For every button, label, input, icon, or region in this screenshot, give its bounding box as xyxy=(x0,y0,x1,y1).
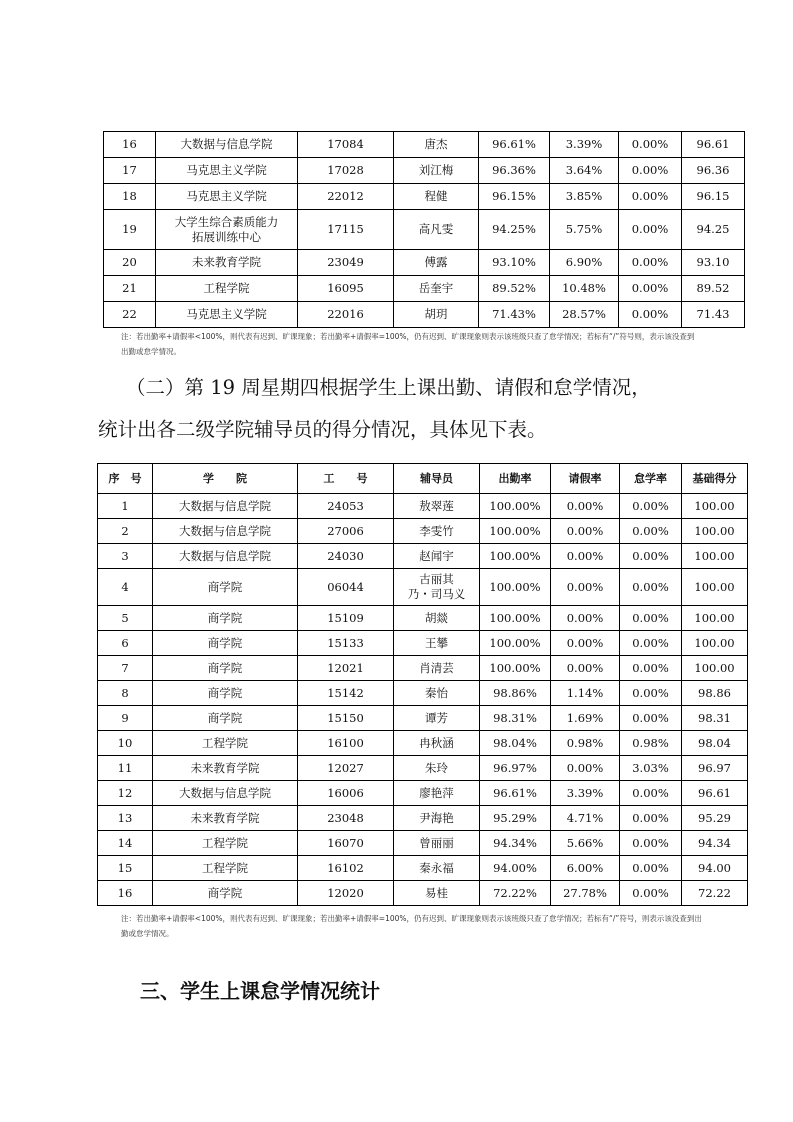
table-cell: 16102 xyxy=(298,856,394,881)
table-cell: 秦永福 xyxy=(394,856,480,881)
table-cell: 古丽其 乃・司马义 xyxy=(394,569,480,606)
table-row xyxy=(98,831,748,856)
column-header: 学 院 xyxy=(153,464,298,494)
table-cell: 6.90% xyxy=(550,250,619,276)
table-cell: 98.31 xyxy=(682,706,748,731)
table-cell: 17115 xyxy=(298,210,394,250)
table-cell: 6.00% xyxy=(551,856,620,881)
table-cell: 大数据与信息学院 xyxy=(153,781,298,806)
table-cell: 4 xyxy=(98,569,153,606)
table-cell: 谭芳 xyxy=(394,706,480,731)
table-cell: 89.52% xyxy=(479,276,550,302)
table-cell: 100.00% xyxy=(480,631,551,656)
table-cell: 0.00% xyxy=(551,756,620,781)
table-cell: 廖艳萍 xyxy=(394,781,480,806)
table-cell: 10.48% xyxy=(550,276,619,302)
table-cell: 96.97% xyxy=(480,756,551,781)
table-cell: 马克思主义学院 xyxy=(156,158,298,184)
table-cell: 商学院 xyxy=(153,656,298,681)
table-cell: 98.86% xyxy=(480,681,551,706)
table-cell: 15 xyxy=(98,856,153,881)
section-heading: 三、学生上课怠学情况统计 xyxy=(140,979,380,1003)
table-cell: 27.78% xyxy=(551,881,620,906)
table-cell: 94.00 xyxy=(682,856,748,881)
table-cell: 12021 xyxy=(298,656,394,681)
table-cell: 1.14% xyxy=(551,681,620,706)
table-cell: 9 xyxy=(98,706,153,731)
table-cell: 100.00 xyxy=(682,569,748,606)
table-cell: 0.00% xyxy=(620,881,682,906)
table-cell: 0.00% xyxy=(619,302,682,328)
table-cell: 11 xyxy=(98,756,153,781)
table-cell: 21 xyxy=(104,276,156,302)
table-cell: 易桂 xyxy=(394,881,480,906)
table-cell: 曾丽丽 xyxy=(394,831,480,856)
table-cell: 1.69% xyxy=(551,706,620,731)
table-cell: 98.04% xyxy=(480,731,551,756)
table-cell: 100.00 xyxy=(682,656,748,681)
table-row xyxy=(104,302,745,328)
table-cell: 0.98% xyxy=(620,731,682,756)
table-cell: 5 xyxy=(98,606,153,631)
table-cell: 肖清芸 xyxy=(394,656,480,681)
table-cell: 12020 xyxy=(298,881,394,906)
table-cell: 唐杰 xyxy=(394,132,479,158)
table-cell: 94.34% xyxy=(480,831,551,856)
table-cell: 100.00 xyxy=(682,519,748,544)
table-row xyxy=(98,656,748,681)
table-cell: 马克思主义学院 xyxy=(156,184,298,210)
table-cell: 100.00% xyxy=(480,569,551,606)
table-cell: 程健 xyxy=(394,184,479,210)
table-row xyxy=(98,544,748,569)
table-cell: 0.00% xyxy=(619,250,682,276)
table-cell: 商学院 xyxy=(153,606,298,631)
table-cell: 秦怡 xyxy=(394,681,480,706)
table-row xyxy=(98,731,748,756)
table-cell: 14 xyxy=(98,831,153,856)
table-row xyxy=(98,494,748,519)
table-cell: 0.00% xyxy=(620,706,682,731)
table-cell: 高凡雯 xyxy=(394,210,479,250)
table-cell: 0.00% xyxy=(620,781,682,806)
table-row xyxy=(98,781,748,806)
table-row xyxy=(104,158,745,184)
table-header-row xyxy=(98,464,748,494)
table-cell: 大数据与信息学院 xyxy=(153,544,298,569)
table-cell: 96.15% xyxy=(479,184,550,210)
table-cell: 100.00% xyxy=(480,544,551,569)
table-cell: 15133 xyxy=(298,631,394,656)
table-cell: 15150 xyxy=(298,706,394,731)
table-cell: 100.00 xyxy=(682,494,748,519)
table-cell: 100.00% xyxy=(480,606,551,631)
table-cell: 100.00 xyxy=(682,544,748,569)
table-cell: 16100 xyxy=(298,731,394,756)
table-cell: 未来教育学院 xyxy=(153,806,298,831)
column-header: 工 号 xyxy=(298,464,394,494)
table-row xyxy=(98,881,748,906)
table-cell: 100.00 xyxy=(682,606,748,631)
attendance-table-continued xyxy=(103,131,745,328)
table-cell: 王攀 xyxy=(394,631,480,656)
table-cell: 6 xyxy=(98,631,153,656)
table-cell: 28.57% xyxy=(550,302,619,328)
table-cell: 13 xyxy=(98,806,153,831)
table-cell: 1 xyxy=(98,494,153,519)
table-cell: 3.03% xyxy=(620,756,682,781)
table-cell: 23048 xyxy=(298,806,394,831)
table-cell: 3.39% xyxy=(550,132,619,158)
table-cell: 工程学院 xyxy=(153,856,298,881)
table-cell: 4.71% xyxy=(551,806,620,831)
table-cell: 18 xyxy=(104,184,156,210)
table-cell: 100.00% xyxy=(480,519,551,544)
table-cell: 12 xyxy=(98,781,153,806)
table-cell: 商学院 xyxy=(153,881,298,906)
column-header: 序 号 xyxy=(98,464,153,494)
table-cell: 大数据与信息学院 xyxy=(156,132,298,158)
table-cell: 刘江梅 xyxy=(394,158,479,184)
table-cell: 商学院 xyxy=(153,569,298,606)
table-cell: 16095 xyxy=(298,276,394,302)
table-cell: 胡燚 xyxy=(394,606,480,631)
table-cell: 马克思主义学院 xyxy=(156,302,298,328)
table-cell: 16 xyxy=(104,132,156,158)
table-cell: 89.52 xyxy=(682,276,745,302)
table-cell: 赵闻宇 xyxy=(394,544,480,569)
table-cell: 17084 xyxy=(298,132,394,158)
table-cell: 20 xyxy=(104,250,156,276)
table-cell: 16070 xyxy=(298,831,394,856)
table-cell: 0.00% xyxy=(620,681,682,706)
table-cell: 94.00% xyxy=(480,856,551,881)
table-cell: 0.00% xyxy=(551,569,620,606)
table-cell: 96.61% xyxy=(480,781,551,806)
table-cell: 冉秋涵 xyxy=(394,731,480,756)
table-cell: 岳奎宇 xyxy=(394,276,479,302)
table-cell: 98.86 xyxy=(682,681,748,706)
column-header: 请假率 xyxy=(551,464,620,494)
table-cell: 5.75% xyxy=(550,210,619,250)
table-cell: 敖翠莲 xyxy=(394,494,480,519)
table-cell: 3 xyxy=(98,544,153,569)
table-cell: 96.36% xyxy=(479,158,550,184)
column-header: 怠学率 xyxy=(620,464,682,494)
table-cell: 0.00% xyxy=(620,856,682,881)
table-row xyxy=(98,856,748,881)
table-cell: 0.00% xyxy=(619,276,682,302)
table-cell: 22 xyxy=(104,302,156,328)
table-cell: 大数据与信息学院 xyxy=(153,519,298,544)
table-cell: 未来教育学院 xyxy=(153,756,298,781)
table-cell: 朱玲 xyxy=(394,756,480,781)
table-cell: 0.00% xyxy=(620,606,682,631)
table-cell: 94.25 xyxy=(682,210,745,250)
table-footnote: 注：若出勤率+请假率<100%，则代表有迟到、旷课现象；若出勤率+请假率=100%，仍有迟到、旷课现象则表示该班级只查了怠学情况；若标有“/”符号则，表示该没查到出勤或怠学情况。 xyxy=(121,332,695,356)
table-cell: 72.22 xyxy=(682,881,748,906)
table-cell: 2 xyxy=(98,519,153,544)
table-row xyxy=(98,606,748,631)
table-cell: 93.10% xyxy=(479,250,550,276)
table-cell: 19 xyxy=(104,210,156,250)
table-cell: 100.00 xyxy=(682,631,748,656)
table-cell: 0.00% xyxy=(551,631,620,656)
table-cell: 0.00% xyxy=(620,569,682,606)
table-cell: 胡玥 xyxy=(394,302,479,328)
table-cell: 大数据与信息学院 xyxy=(153,494,298,519)
table-cell: 3.64% xyxy=(550,158,619,184)
table-cell: 0.00% xyxy=(619,158,682,184)
table-cell: 96.36 xyxy=(682,158,745,184)
table-cell: 16 xyxy=(98,881,153,906)
table-row xyxy=(104,250,745,276)
table-cell: 0.00% xyxy=(551,519,620,544)
table-cell: 0.98% xyxy=(551,731,620,756)
table-cell: 22012 xyxy=(298,184,394,210)
table-cell: 93.10 xyxy=(682,250,745,276)
table-row xyxy=(104,132,745,158)
table-cell: 23049 xyxy=(298,250,394,276)
table-row xyxy=(98,756,748,781)
table-cell: 96.61 xyxy=(682,781,748,806)
table-cell: 71.43 xyxy=(682,302,745,328)
table-cell: 96.97 xyxy=(682,756,748,781)
table-cell: 商学院 xyxy=(153,631,298,656)
table-cell: 0.00% xyxy=(620,631,682,656)
table-cell: 工程学院 xyxy=(156,276,298,302)
table-row xyxy=(98,706,748,731)
table-row xyxy=(98,631,748,656)
table-cell: 工程学院 xyxy=(153,831,298,856)
table-cell: 5.66% xyxy=(551,831,620,856)
table-cell: 0.00% xyxy=(620,519,682,544)
table-cell: 17028 xyxy=(298,158,394,184)
column-header: 辅导员 xyxy=(394,464,480,494)
table-cell: 0.00% xyxy=(619,210,682,250)
table-cell: 100.00% xyxy=(480,656,551,681)
table-cell: 0.00% xyxy=(620,806,682,831)
table-cell: 98.31% xyxy=(480,706,551,731)
counselor-score-table xyxy=(97,463,748,906)
table-footnote: 注：若出勤率+请假率<100%，则代表有迟到、旷课现象；若出勤率+请假率=100%，仍有迟到、旷课现象则表示该班级只查了怠学情况；若标有“/”符号，则表示该没查到出勤或怠学情况。 xyxy=(121,914,702,938)
table-cell: 96.61 xyxy=(682,132,745,158)
table-cell: 工程学院 xyxy=(153,731,298,756)
table-cell: 96.15 xyxy=(682,184,745,210)
table-row xyxy=(98,519,748,544)
table-cell: 尹海艳 xyxy=(394,806,480,831)
table-cell: 未来教育学院 xyxy=(156,250,298,276)
table-cell: 22016 xyxy=(298,302,394,328)
table-cell: 06044 xyxy=(298,569,394,606)
table-cell: 0.00% xyxy=(551,494,620,519)
table-cell: 96.61% xyxy=(479,132,550,158)
table-cell: 大学生综合素质能力 拓展训练中心 xyxy=(156,210,298,250)
section-paragraph: （二）第 19 周星期四根据学生上课出勤、请假和怠学情况， 统计出各二级学院辅导员的得分情况，具体见下表。 xyxy=(98,376,651,441)
table-row xyxy=(104,184,745,210)
table-cell: 0.00% xyxy=(620,494,682,519)
table-cell: 12027 xyxy=(298,756,394,781)
table-row xyxy=(98,806,748,831)
column-header: 基础得分 xyxy=(682,464,748,494)
table-cell: 94.34 xyxy=(682,831,748,856)
table-row xyxy=(98,681,748,706)
table-cell: 8 xyxy=(98,681,153,706)
table-cell: 0.00% xyxy=(551,656,620,681)
table-cell: 3.39% xyxy=(551,781,620,806)
table-cell: 3.85% xyxy=(550,184,619,210)
table-cell: 0.00% xyxy=(620,656,682,681)
table-cell: 商学院 xyxy=(153,706,298,731)
table-cell: 16006 xyxy=(298,781,394,806)
table-cell: 商学院 xyxy=(153,681,298,706)
table-cell: 95.29% xyxy=(480,806,551,831)
table-cell: 95.29 xyxy=(682,806,748,831)
table-cell: 100.00% xyxy=(480,494,551,519)
table-cell: 71.43% xyxy=(479,302,550,328)
table-cell: 24030 xyxy=(298,544,394,569)
table-cell: 72.22% xyxy=(480,881,551,906)
table-cell: 17 xyxy=(104,158,156,184)
table-cell: 0.00% xyxy=(551,544,620,569)
table-row xyxy=(104,276,745,302)
table-cell: 15109 xyxy=(298,606,394,631)
table-cell: 傅露 xyxy=(394,250,479,276)
table-row xyxy=(98,569,748,606)
table-row xyxy=(104,210,745,250)
table-cell: 0.00% xyxy=(619,184,682,210)
table-cell: 98.04 xyxy=(682,731,748,756)
table-cell: 0.00% xyxy=(619,132,682,158)
table-cell: 10 xyxy=(98,731,153,756)
table-cell: 李雯竹 xyxy=(394,519,480,544)
table-cell: 27006 xyxy=(298,519,394,544)
table-cell: 7 xyxy=(98,656,153,681)
table-cell: 0.00% xyxy=(620,544,682,569)
table-cell: 94.25% xyxy=(479,210,550,250)
table-cell: 24053 xyxy=(298,494,394,519)
table-cell: 0.00% xyxy=(551,606,620,631)
table-cell: 0.00% xyxy=(620,831,682,856)
table-cell: 15142 xyxy=(298,681,394,706)
column-header: 出勤率 xyxy=(480,464,551,494)
